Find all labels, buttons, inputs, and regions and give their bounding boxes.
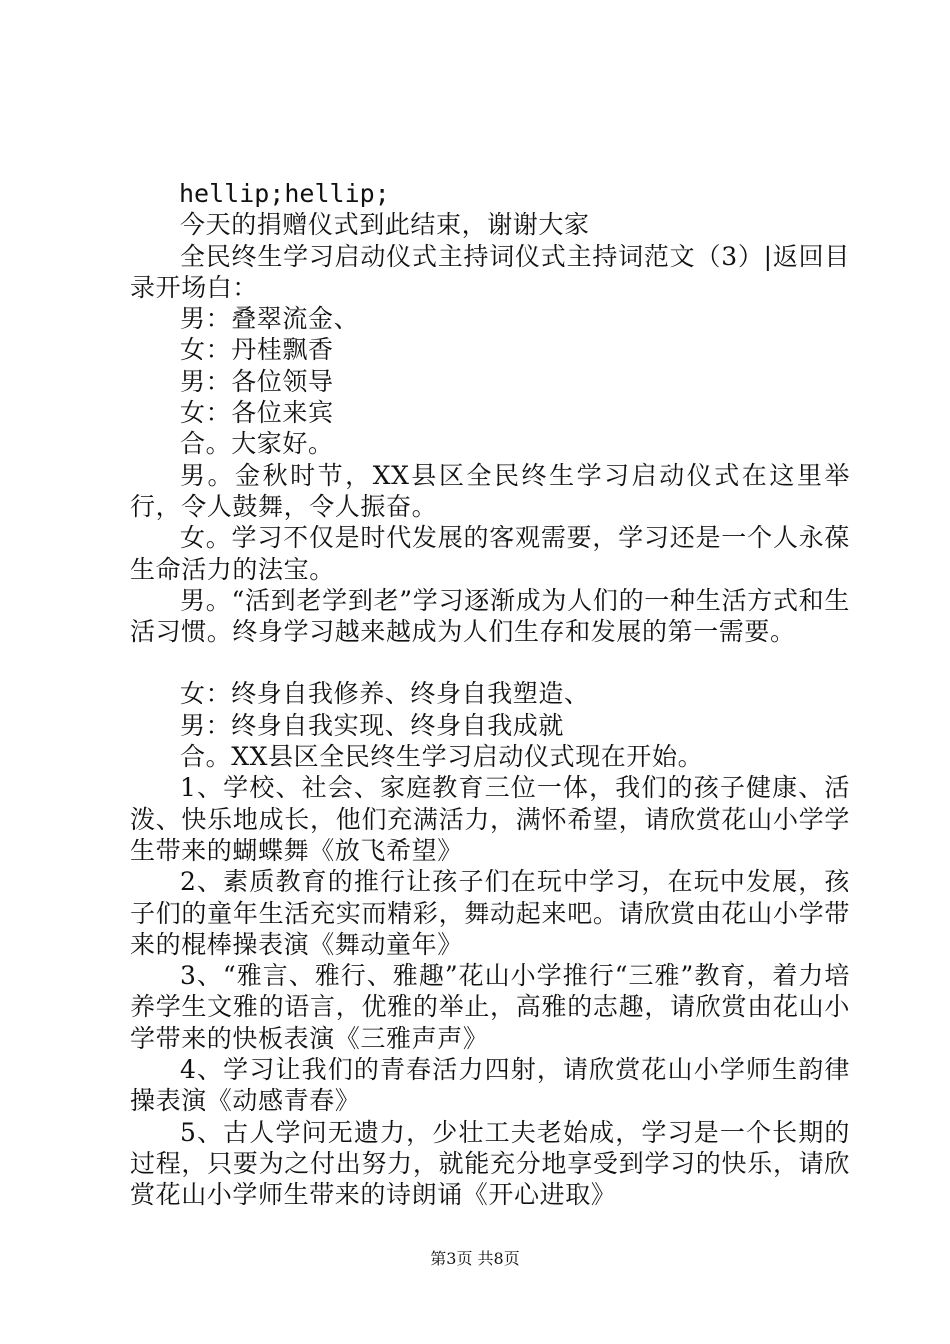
- paragraph-program-item: 1、学校、社会、家庭教育三位一体，我们的孩子健康、活泼、快乐地成长，他们充满活力，满怀希望，请欣赏花山小学学生带来的蝴蝶舞《放飞希望》: [130, 773, 850, 865]
- paragraph-section-heading: 全民终生学习启动仪式主持词仪式主持词范文（3）|返回目录开场白：: [130, 241, 850, 302]
- paragraph-line: 男。金秋时节，XX县区全民终生学习启动仪式在这里举行，令人鼓舞，令人振奋。: [130, 460, 850, 521]
- paragraph-line: 女。学习不仅是时代发展的客观需要，学习还是一个人永葆生命活力的法宝。: [130, 523, 850, 584]
- paragraph-program-item: 3、“雅言、雅行、雅趣”花山小学推行“三雅”教育，着力培养学生文雅的语言，优雅的举止，高雅的志趣，请欣赏由花山小学带来的快板表演《三雅声声》: [130, 961, 850, 1053]
- paragraph-line: 合。XX县区全民终生学习启动仪式现在开始。: [180, 742, 704, 772]
- paragraph-program-item: 2、素质教育的推行让孩子们在玩中学习，在玩中发展，孩子们的童年生活充实而精彩，舞动起来吧。请欣赏由花山小学带来的棍棒操表演《舞动童年》: [130, 867, 850, 959]
- paragraph-line: 女：终身自我修养、终身自我塑造、: [180, 679, 590, 709]
- paragraph-closing: 今天的捐赠仪式到此结束，谢谢大家: [180, 210, 590, 240]
- paragraph-line: 男：终身自我实现、终身自我成就: [180, 710, 565, 740]
- paragraph-line: 女：丹桂飘香: [180, 335, 334, 365]
- paragraph-ellipsis: hellip;hellip;: [179, 179, 390, 208]
- paragraph-line: 男：各位领导: [180, 366, 334, 396]
- paragraph-program-item: 5、古人学问无遗力，少壮工夫老始成，学习是一个长期的过程，只要为之付出努力，就能充分地享受到学习的快乐，请欣赏花山小学师生带来的诗朗诵《开心进取》: [130, 1117, 850, 1210]
- document-body: [130, 178, 850, 1211]
- paragraph-line: 合。大家好。: [180, 429, 334, 459]
- paragraph-line: 男：叠翠流金、: [180, 304, 360, 334]
- paragraph-line: 女：各位来宾: [180, 398, 334, 428]
- paragraph-line: 男。“活到老学到老”学习逐渐成为人们的一种生活方式和生活习惯。终身学习越来越成为人们生存和发展的第一需要。: [130, 585, 850, 647]
- page-number-footer: 第3页 共8页: [430, 1249, 520, 1268]
- paragraph-program-item: 4、学习让我们的青春活力四射，请欣赏花山小学师生韵律操表演《动感青春》: [130, 1055, 850, 1116]
